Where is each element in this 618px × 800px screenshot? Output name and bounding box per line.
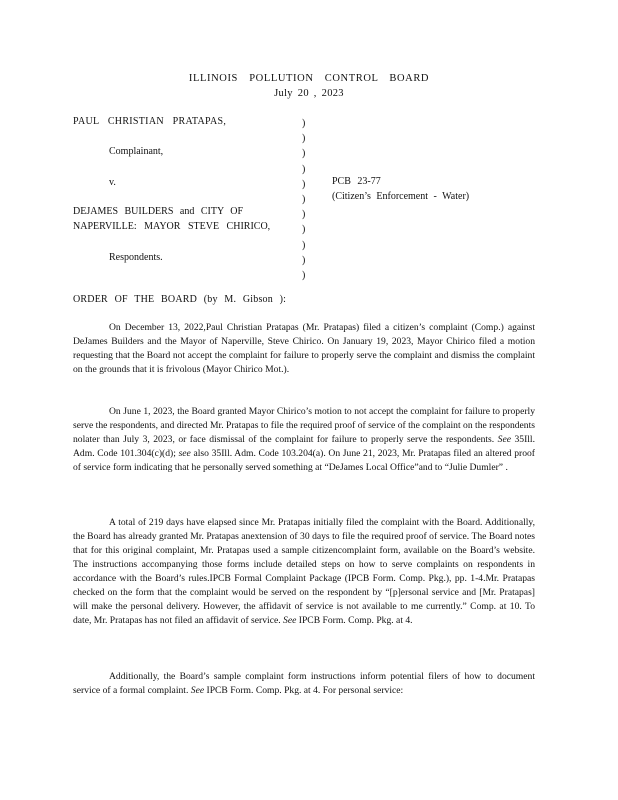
order-heading: ORDER OF THE BOARD (by M. Gibson ): — [73, 294, 287, 305]
board-name-heading: ILLINOIS POLLUTION CONTROL BOARD — [188, 73, 430, 84]
versus-label: v. — [109, 177, 116, 188]
case-number: PCB 23-77 — [332, 176, 381, 187]
complainant-name: PAUL CHRISTIAN PRATAPAS, — [73, 116, 227, 127]
paragraph-2 — [73, 405, 535, 475]
paragraph-2-text-c: also 35Ill. Adm. Code 103.204(a). On June 21, 2023, Mr. Pratapas filed an altered proof of service form indicating that he personally served something at “DeJames Local Office”and to “Julie Dumler” . — [73, 448, 535, 473]
citation-signal: See — [283, 615, 297, 626]
paragraph-4-text-a: Additionally, the Board’s sample complaint form instructions inform potential filers of how to document service of a formal complaint. — [73, 671, 535, 696]
caption-parentheses-column — [302, 116, 305, 283]
paragraph-4 — [73, 670, 535, 698]
paragraph-2-text — [73, 405, 535, 475]
paragraph-2-text-a: On June 1, 2023, the Board granted Mayor Chirico’s motion to not accept the complaint for failure to properly serve the respondents, and directed Mr. Pratapas to file the required proof of service of the complaint on the respondents nolater than July 3, 2023, or face dismissal of the complaint for failure to properly serve the respondents. — [73, 406, 535, 445]
case-type: (Citizen’s Enforcement - Water) — [332, 191, 470, 202]
paren: ) — [302, 118, 306, 129]
citation-signal: See — [190, 685, 205, 696]
paren: ) — [302, 224, 306, 236]
paren: ) — [302, 270, 306, 282]
paren: ) — [302, 133, 306, 145]
paragraph-3-text-a: A total of 219 days have elapsed since Mr. Pratapas initially filed the complaint with the Board. Additionally, the Board has already granted Mr. Pratapas anextension of 30 days to file the required proof of service. The Board notes that for this original complaint, Mr. Pratapas used a sample citizencomplaint form, available on the Board’s website. The instructions accompanying those forms include detailed steps on how to serve complaints on respondents in accordance with the Board’s rules.IPCB Formal Complaint Package (IPCB Form. Comp. Pkg.), pp. 1-4.Mr. Pratapas checked on the form that the complaint would be served on the respondent by “[p]ersonal service and [Mr. Pratapas] will make the personal delivery. However, the affidavit of service is not available to me currently.” Comp. at 10. To date, Mr. Pratapas has not filed an affidavit of service. — [73, 517, 535, 626]
paren: ) — [302, 148, 306, 160]
paren: ) — [302, 194, 306, 206]
paren: ) — [302, 239, 306, 251]
order-date: July 20 , 2023 — [274, 88, 344, 99]
respondents-label: Respondents. — [109, 252, 163, 263]
paragraph-1-text: On December 13, 2022,Paul Christian Pratapas (Mr. Pratapas) filed a citizen’s complaint (Comp.) against DeJames Builders and the Mayor of Naperville, Steve Chirico. On January 19, 2023, Mayor Chirico filed a motion requesting that the Board not accept the complaint for failure to properly serve the complaint and dismiss the complaint on the grounds that it is frivolous (Mayor Chirico Mot.). — [73, 322, 535, 375]
respondent-line-2: NAPERVILLE: MAYOR STEVE CHIRICO, — [73, 221, 271, 232]
respondent-line-1: DEJAMES BUILDERS and CITY OF — [73, 206, 244, 217]
paren: ) — [302, 209, 306, 221]
paragraph-1 — [73, 321, 535, 377]
complainant-label: Complainant, — [109, 146, 164, 157]
paragraph-2-text-b: 35Ill. Adm. Code 101.304(c)(d); — [73, 434, 535, 459]
paragraph-3-text-b: IPCB Form. Comp. Pkg. at 4. — [298, 615, 413, 626]
paragraph-3-text — [73, 516, 535, 628]
citation-signal: see — [178, 448, 191, 459]
paragraph-4-text-b: IPCB Form. Comp. Pkg. at 4. For personal service: — [206, 685, 404, 696]
paragraph-4-text — [73, 670, 535, 698]
paragraph-3 — [73, 516, 535, 628]
paren: ) — [302, 254, 306, 266]
paren: ) — [302, 178, 306, 190]
paren: ) — [302, 163, 306, 175]
citation-signal: See — [497, 434, 511, 445]
